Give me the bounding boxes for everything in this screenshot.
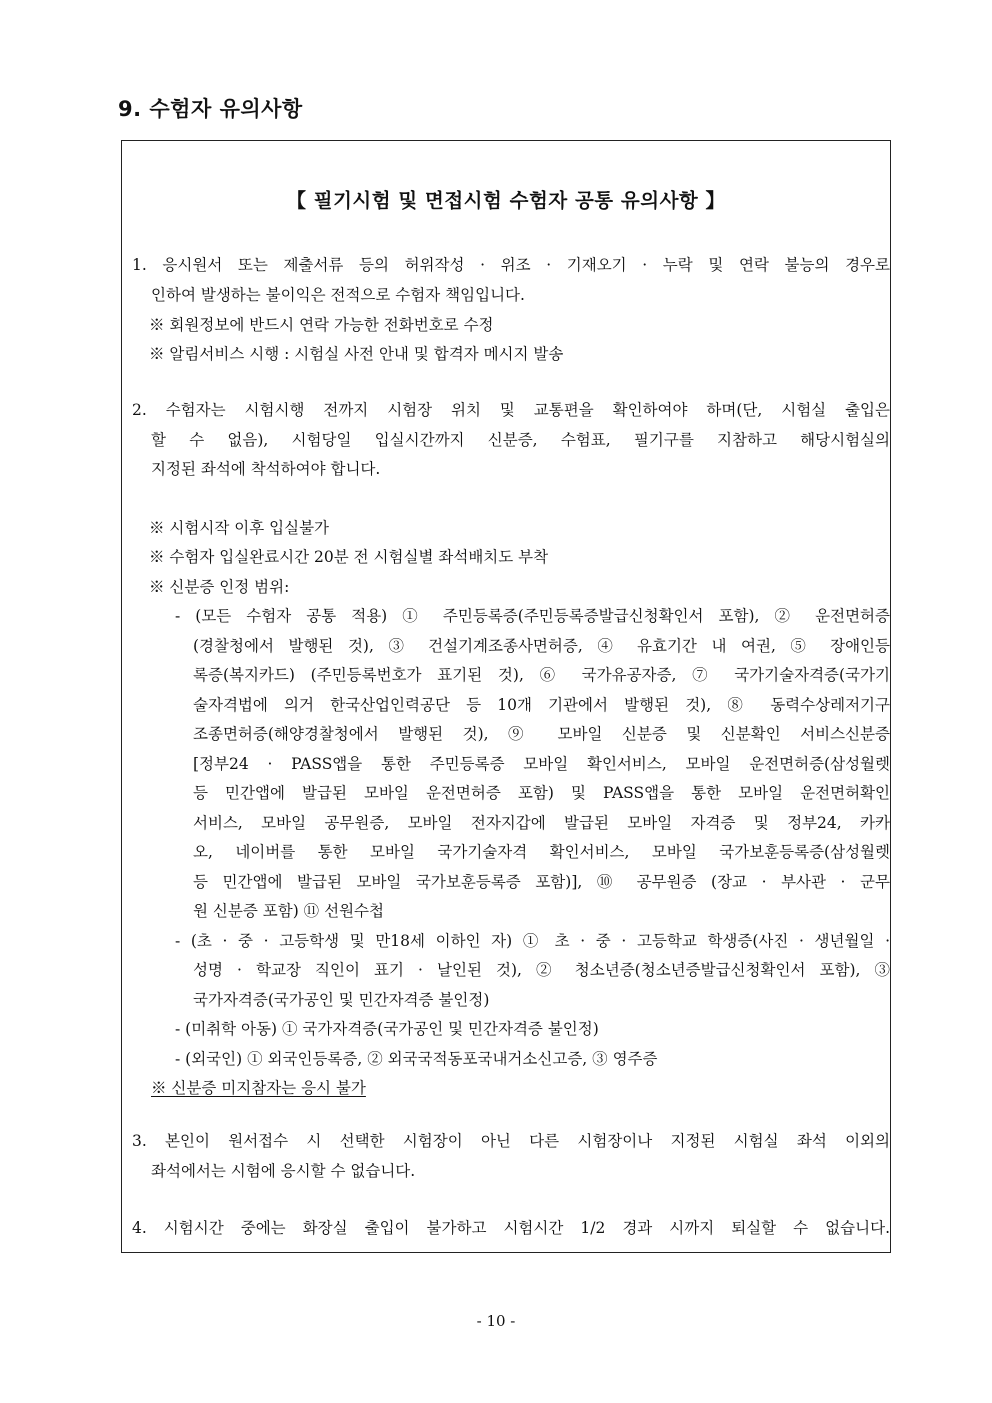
id-student-line-1: - (초 · 중 · 고등학생 및 만18세 이하인 자) ① 초 · 중 · 고등학교 학생증(사진 · 생년월일 ·: [175, 932, 890, 950]
item-2-line-2: 할 수 없음), 시험당일 입실시간까지 신분증, 수험표, 필기구를 지참하고 해당시험실의: [151, 431, 890, 449]
id-all-line-11: 원 신분증 포함) ⑪ 선원수첩: [193, 902, 384, 920]
item-1-line-1: 1. 응시원서 또는 제출서류 등의 허위작성 · 위조 · 기재오기 · 누락 및 연락 불능의 경우로: [132, 256, 890, 274]
id-all-line-7: 등 민간앱에 발급된 모바일 운전면허증 포함) 및 PASS앱을 통한 모바일 운전면허확인: [193, 784, 890, 802]
id-all-line-3: 록증(복지카드) (주민등록번호가 표기된 것), ⑥ 국가유공자증, ⑦ 국가기술자격증(국가기: [193, 666, 890, 684]
section-title: 9. 수험자 유의사항: [118, 97, 303, 121]
item-2-line-1: 2. 수험자는 시험시행 전까지 시험장 위치 및 교통편을 확인하여야 하며(단, 시험실 출입은: [132, 401, 890, 419]
note-notification-service: ※ 알림서비스 시행 : 시험실 사전 안내 및 합격자 메시지 발송: [149, 345, 564, 363]
notice-box-title: 【 필기시험 및 면접시험 수험자 공통 유의사항 】: [286, 189, 726, 212]
id-all-line-10: 등 민간앱에 발급된 모바일 국가보훈등록증 포함)], ⑩ 공무원증 (장교 · 부사관 · 군무: [193, 873, 890, 891]
id-all-line-5: 조종면허증(해양경찰청에서 발행된 것), ⑨ 모바일 신분증 및 신분확인 서비스신분증: [193, 725, 890, 743]
page-number: - 10 -: [476, 1312, 516, 1330]
id-student-line-3: 국가자격증(국가공인 및 민간자격증 불인정): [193, 991, 490, 1009]
item-2-line-3: 지정된 좌석에 착석하여야 합니다.: [151, 460, 381, 478]
notice-box: [121, 140, 891, 1253]
note-id-scope: ※ 신분증 인정 범위:: [149, 578, 290, 596]
id-preschool: - (미취학 아동) ① 국가자격증(국가공인 및 민간자격증 불인정): [175, 1020, 599, 1038]
item-3-line-2: 좌석에서는 시험에 응시할 수 없습니다.: [151, 1162, 416, 1180]
id-all-line-6: [정부24 · PASS앱을 통한 주민등록증 모바일 확인서비스, 모바일 운전면허증(삼성월렛: [193, 755, 890, 773]
item-4-line-1: 4. 시험시간 중에는 화장실 출입이 불가하고 시험시간 1/2 경과 시까지 퇴실할 수 없습니다.: [132, 1219, 890, 1237]
note-no-entry-after-start: ※ 시험시작 이후 입실불가: [149, 519, 330, 537]
id-all-line-1: - (모든 수험자 공통 적용) ① 주민등록증(주민등록증발급신청확인서 포함), ② 운전면허증: [175, 607, 890, 625]
id-student-line-2: 성명 · 학교장 직인이 표기 · 날인된 것), ② 청소년증(청소년증발급신청확인서 포함), ③: [193, 961, 890, 979]
item-1-line-2: 인하여 발생하는 불이익은 전적으로 수험자 책임입니다.: [151, 286, 525, 304]
item-3-line-1: 3. 본인이 원서접수 시 선택한 시험장이 아닌 다른 시험장이나 지정된 시험실 좌석 이외의: [132, 1132, 890, 1150]
id-all-line-2: (경찰청에서 발행된 것), ③ 건설기계조종사면허증, ④ 유효기간 내 여권, ⑤ 장애인등: [193, 637, 890, 655]
note-seating-chart: ※ 수험자 입실완료시간 20분 전 시험실별 좌석배치도 부착: [149, 548, 549, 566]
id-all-line-4: 술자격법에 의거 한국산업인력공단 등 10개 기관에서 발행된 것), ⑧ 동력수상레저기구: [193, 696, 890, 714]
id-foreigner: - (외국인) ① 외국인등록증, ② 외국국적동포국내거소신고증, ③ 영주증: [175, 1050, 658, 1068]
note-no-id-no-exam: ※ 신분증 미지참자는 응시 불가: [151, 1079, 366, 1097]
note-member-info: ※ 회원정보에 반드시 연락 가능한 전화번호로 수정: [149, 316, 494, 334]
id-all-line-8: 서비스, 모바일 공무원증, 모바일 전자지갑에 발급된 모바일 자격증 및 정부24, 카카: [193, 814, 890, 832]
id-all-line-9: 오, 네이버를 통한 모바일 국가기술자격 확인서비스, 모바일 국가보훈등록증(삼성월렛: [193, 843, 890, 861]
